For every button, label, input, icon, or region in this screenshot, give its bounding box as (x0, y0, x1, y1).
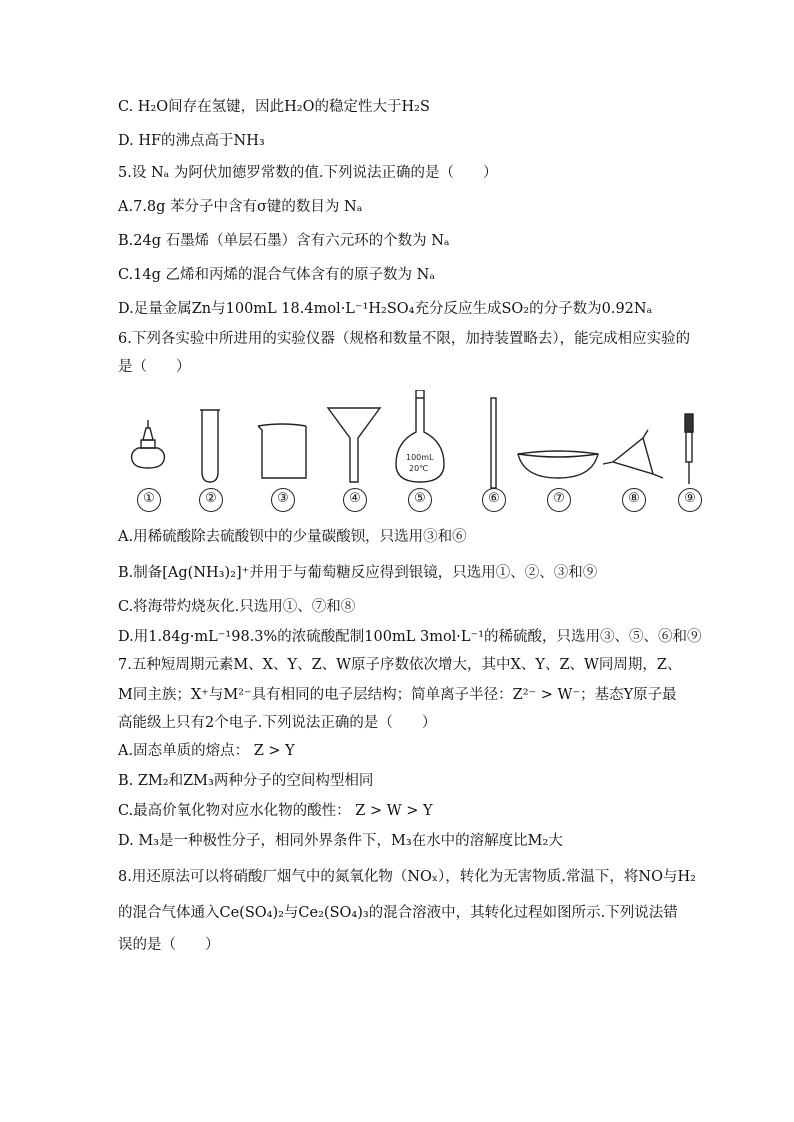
q7-option-a: A.固态单质的熔点： Z > Y (118, 743, 295, 759)
q7-option-c: C.最高价氧化物对应水化物的酸性： Z > W > Y (118, 803, 433, 819)
q5-option-b: B.24g 石墨烯（单层石墨）含有六元环的个数为 Nₐ (118, 233, 450, 249)
q5-option-c: C.14g 乙烯和丙烯的混合气体含有的原子数为 Nₐ (118, 267, 435, 283)
label-1: ① (137, 488, 161, 512)
q6-option-d: D.用1.84g·mL⁻¹98.3%的浓硫酸配制100mL 3mol·L⁻¹的稀硫酸，只选用③、⑤、⑥和⑨ (118, 629, 702, 645)
q4-option-d: D. HF的沸点高于NH₃ (118, 133, 265, 149)
alcohol-lamp-icon (132, 420, 165, 468)
label-6: ⑥ (482, 488, 506, 512)
glass-rod-icon (491, 398, 496, 488)
q6-option-a: A.用稀硫酸除去硫酸钡中的少量碳酸钡，只选用③和⑥ (118, 529, 467, 545)
q4-option-c: C. H₂O间存在氢键，因此H₂O的稳定性大于H₂S (118, 99, 430, 115)
q6-stem-line2: 是（ ） (118, 359, 191, 375)
funnel-icon (328, 408, 380, 482)
test-tube-icon (200, 410, 220, 482)
label-7: ⑦ (547, 488, 571, 512)
dropper-icon (685, 414, 693, 484)
q5-option-a: A.7.8g 苯分子中含有σ键的数目为 Nₐ (118, 199, 363, 215)
q5-stem: 5.设 Nₐ 为阿伏加德罗常数的值.下列说法正确的是（ ） (118, 165, 498, 181)
label-8: ⑧ (622, 488, 646, 512)
label-4: ④ (343, 488, 367, 512)
evaporating-dish-icon (518, 451, 598, 478)
beaker-icon (258, 424, 306, 478)
q7-stem-line2: M同主族；X⁺与M²⁻具有相同的电子层结构；简单离子半径：Z²⁻ > W⁻；基态Y原子最 (118, 687, 677, 703)
q7-option-d: D. M₃是一种极性分子，相同外界条件下，M₃在水中的溶解度比M₂大 (118, 833, 563, 849)
q5-option-d: D.足量金属Zn与100mL 18.4mol·L⁻¹H₂SO₄充分反应生成SO₂的分子数为0.92Nₐ (118, 301, 653, 317)
label-9: ⑨ (678, 488, 702, 512)
q6-stem-line1: 6.下列各实验中所进用的实验仪器（规格和数量不限，加持装置略去），能完成相应实验的 (118, 331, 691, 347)
q7-stem-line1: 7.五种短周期元素M、X、Y、Z、W原子序数依次增大，其中X、Y、Z、W同周期，Z、 (118, 657, 682, 673)
q6-option-b: B.制备[Ag(NH₃)₂]⁺并用于与葡萄糖反应得到银镜，只选用①、②、③和⑨ (118, 565, 598, 581)
q8-stem-line1: 8.用还原法可以将硝酸厂烟气中的氮氧化物（NOₓ），转化为无害物质.常温下，将NO与H₂ (118, 869, 696, 885)
q8-stem-line2: 的混合气体通入Ce(SO₄)₂与Ce₂(SO₄)₃的混合溶液中，其转化过程如图所示.下列说法错 (118, 905, 678, 921)
label-2: ② (199, 488, 223, 512)
label-3: ③ (271, 488, 295, 512)
volumetric-flask-icon (396, 390, 444, 482)
q7-stem-line3: 高能级上只有2个电子.下列说法正确的是（ ） (118, 715, 437, 731)
q6-option-c: C.将海带灼烧灰化.只选用①、⑦和⑧ (118, 599, 356, 615)
q8-stem-line3: 误的是（ ） (118, 937, 220, 953)
apparatus-drawing (118, 390, 708, 490)
flask-capacity-label: 100mL (406, 453, 434, 462)
flask-temperature-label: 20℃ (409, 464, 429, 473)
q7-option-b: B. ZM₂和ZM₃两种分子的空间构型相同 (118, 773, 374, 789)
label-5: ⑤ (408, 488, 432, 512)
clay-triangle-icon (603, 430, 663, 478)
apparatus-figure (118, 390, 708, 520)
